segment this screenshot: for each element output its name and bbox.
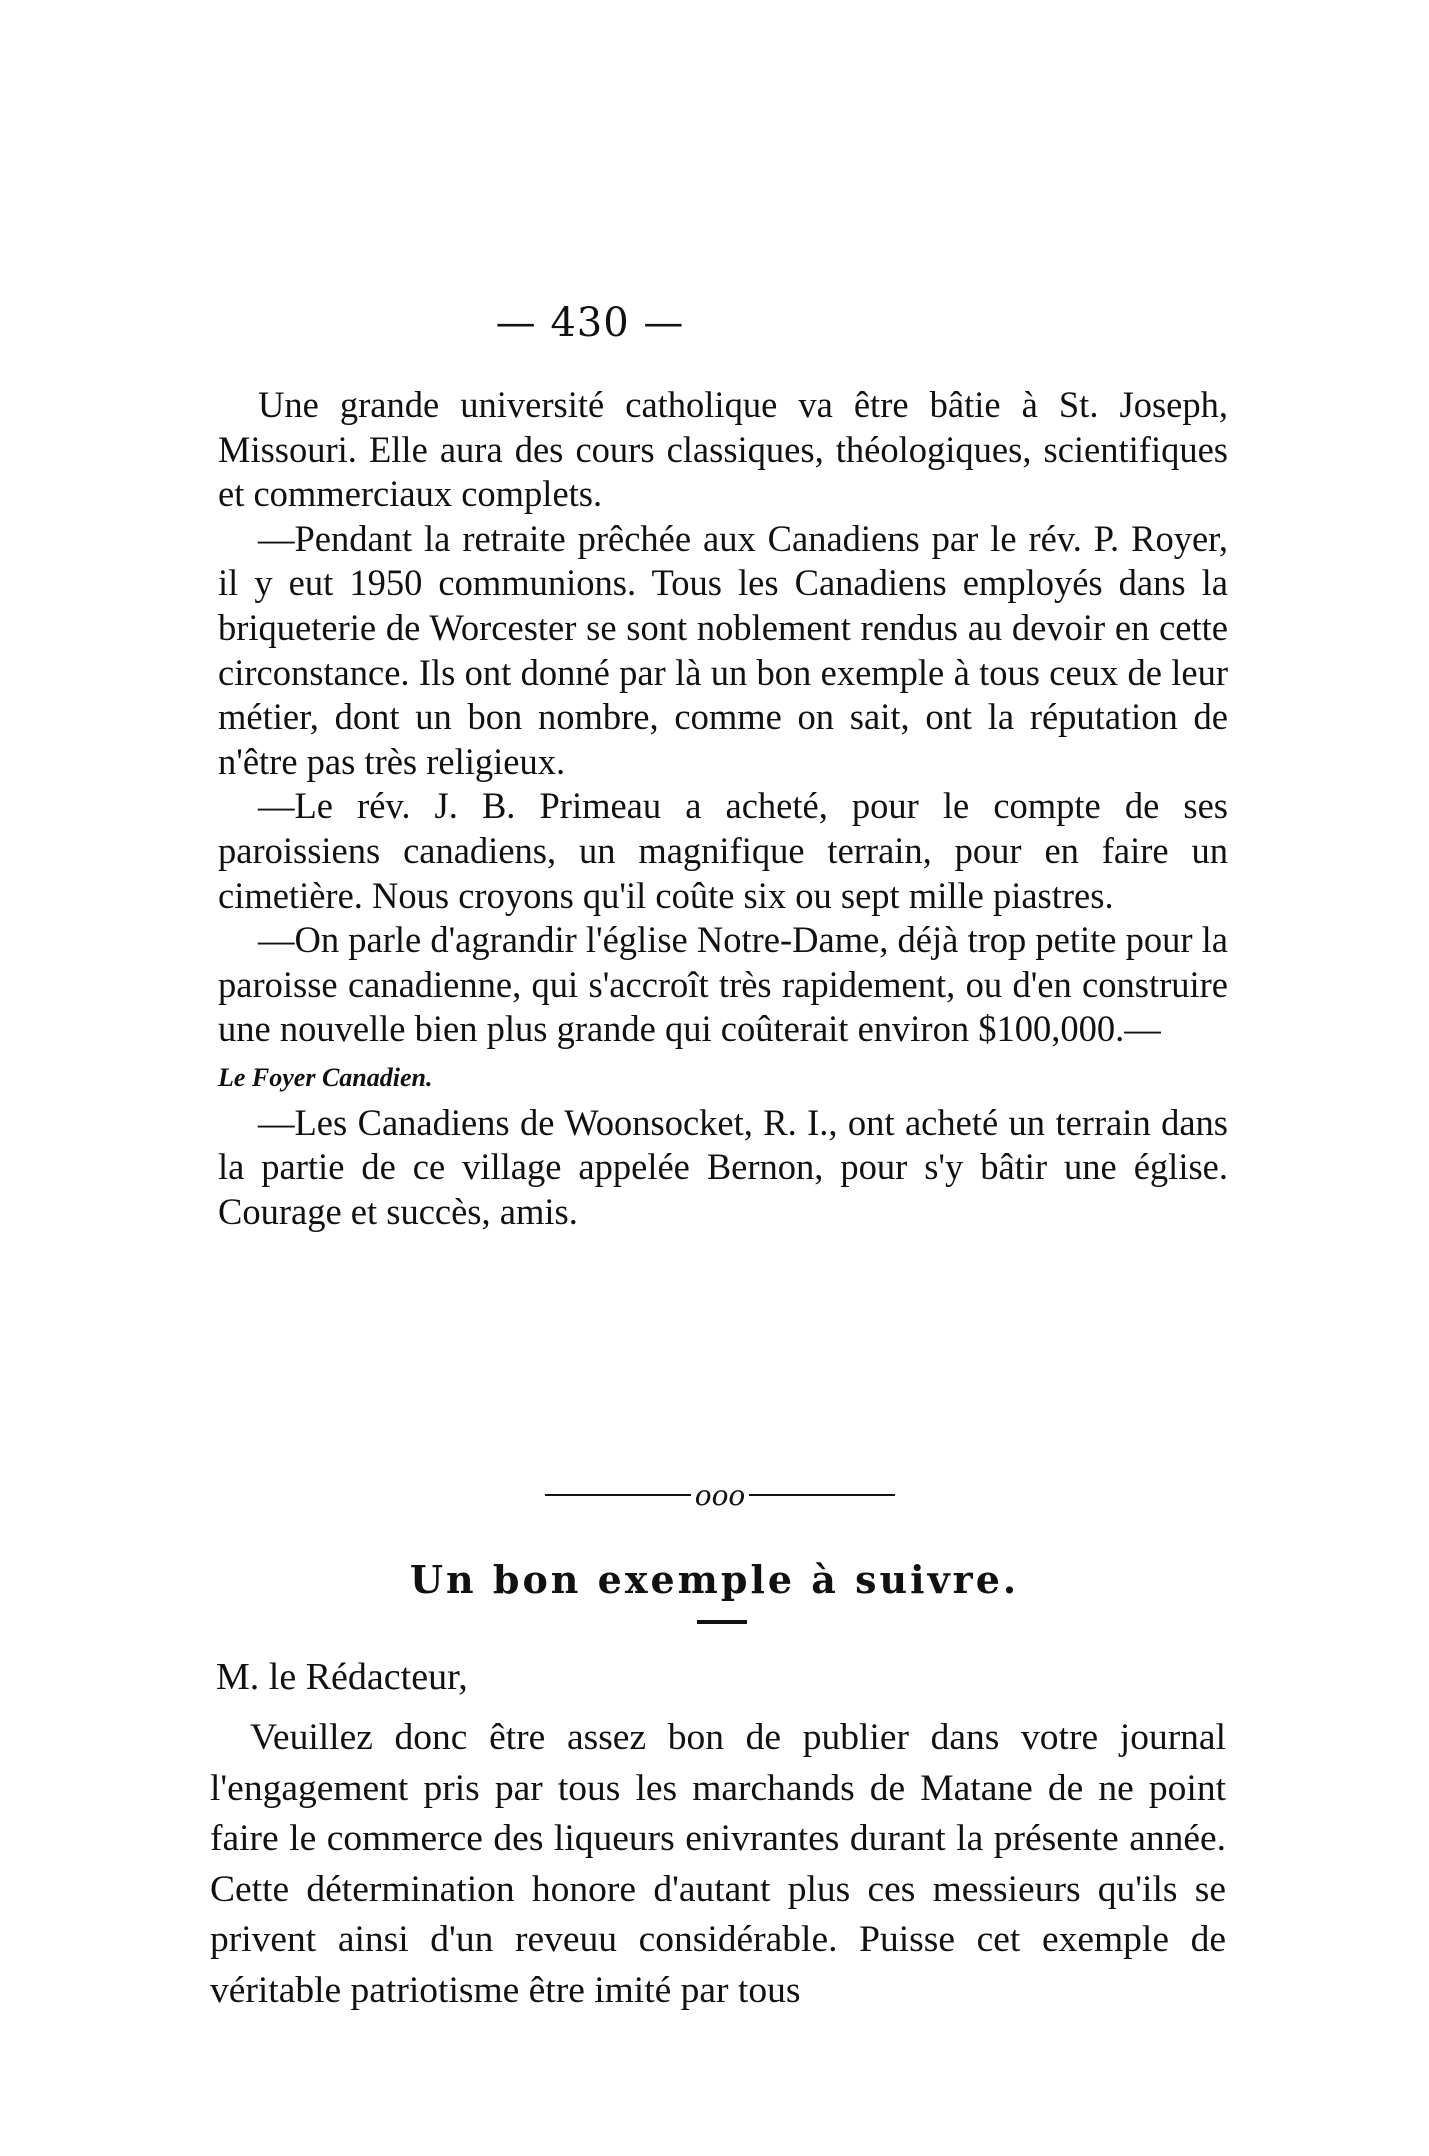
- news-column: [218, 383, 1228, 1234]
- news-item-notre-dame: [218, 918, 1228, 1100]
- news-item-notre-dame-text: —On parle d'agrandir l'église Notre-Dame, déjà trop petite pour la paroisse canadienne, qui s'accroît très rapidement, ou d'en construire une nouvelle bien plus grande qui coûterait environ $100,000.—: [218, 919, 1228, 1050]
- letter-paragraph: Veuillez donc être assez bon de publier dans votre journal l'engagement pris par tous les marchands de Matane de ne point faire le commerce des liqueurs enivrantes durant la présente année. Cette détermination honore d'autant plus ces messieurs qu'ils se privent ainsi d'un reveuu considérable. Puisse cet exemple de véritable patriotisme être imité par tous: [210, 1717, 1226, 2011]
- letter-salutation: M. le Rédacteur,: [216, 1656, 468, 1698]
- news-item-cimetiere: —Le rév. J. B. Primeau a acheté, pour le compte de ses paroissiens canadiens, un magnifique terrain, pour en faire un cimetière. Nous croyons qu'il coûte six ou sept mille piastres.: [218, 785, 1228, 916]
- separator-rule-left: [545, 1494, 691, 1496]
- news-item-woonsocket: —Les Canadiens de Woonsocket, R. I., ont acheté un terrain dans la partie de ce village appelée Bernon, pour s'y bâtir une église. Courage et succès, amis.: [218, 1101, 1228, 1232]
- news-item-retraite: —Pendant la retraite prêchée aux Canadiens par le rév. P. Royer, il y eut 1950 communions. Tous les Canadiens employés dans la briqueterie de Worcester se sont noblement rendus au devoir en cette circonstance. Ils ont donné par là un bon exemple à tous ceux de leur métier, dont un bon nombre, comme on sait, ont la réputation de n'être pas très religieux.: [218, 517, 1228, 782]
- separator-rule-right: [749, 1494, 895, 1496]
- letter-body: [210, 1713, 1226, 2016]
- separator-ooo: ooo: [694, 1478, 746, 1512]
- page-number: — 430 —: [495, 300, 685, 346]
- title-underline-rule: [697, 1620, 747, 1624]
- section-title: Un bon exemple à suivre.: [409, 1557, 1020, 1602]
- section-separator: [545, 1475, 895, 1515]
- source-credit: Le Foyer Canadien.: [218, 1062, 433, 1092]
- news-item-universite: Une grande université catholique va être bâtie à St. Joseph, Missouri. Elle aura des cours classiques, théologiques, scientifiques et commerciaux complets.: [218, 384, 1228, 515]
